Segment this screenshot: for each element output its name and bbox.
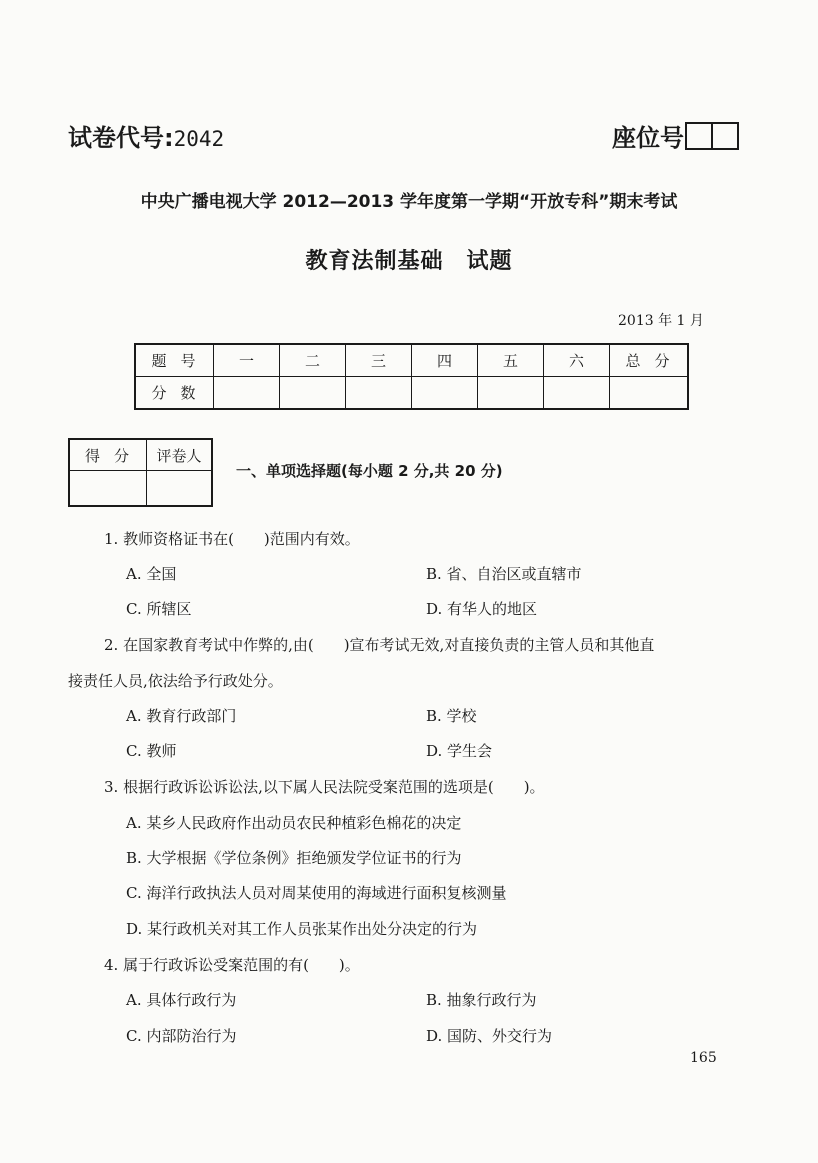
question-option: D. 学生会 (426, 742, 493, 760)
grader-input-row (69, 471, 212, 507)
question-option: B. 大学根据《学位条例》拒绝颁发学位证书的行为 (126, 849, 462, 867)
paper-code-number: 2042 (173, 127, 225, 151)
question-stem: 3. 根据行政诉讼诉讼法,以下属人民法院受案范围的选项是( )。 (104, 778, 545, 796)
question-option: C. 海洋行政执法人员对周某使用的海域进行面积复核测量 (126, 884, 507, 902)
seat-label: 座位号 (612, 124, 684, 152)
score-cell (610, 377, 689, 410)
exam-subtitle: 中央广播电视大学 2012—2013 学年度第一学期“开放专科”期末考试 (140, 192, 678, 212)
question-stem: 2. 在国家教育考试中作弊的,由( )宣布考试无效,对直接负责的主管人员和其他直 (104, 636, 655, 654)
score-header-cell: 三 (346, 344, 412, 377)
score-table-score-row (135, 377, 688, 410)
question-option: C. 教师 (126, 742, 177, 760)
score-cell (346, 377, 412, 410)
score-cell (478, 377, 544, 410)
seat-box (713, 122, 739, 150)
question-option: A. 具体行政行为 (126, 991, 237, 1009)
score-header-cell: 四 (412, 344, 478, 377)
question-option: C. 所辖区 (126, 600, 192, 618)
grader-score-cell (69, 471, 147, 507)
grader-score-label: 得分 (69, 439, 147, 471)
score-table (134, 343, 689, 410)
score-header-cell: 一 (214, 344, 280, 377)
question-option: B. 学校 (426, 707, 477, 725)
seat-box (685, 122, 713, 150)
page-number: 165 (690, 1050, 717, 1066)
score-header-cell: 二 (280, 344, 346, 377)
score-row-label: 分数 (135, 377, 214, 410)
exam-title: 教育法制基础 试题 (305, 249, 513, 274)
score-cell (544, 377, 610, 410)
question-option: C. 内部防治行为 (126, 1027, 237, 1045)
paper-code (68, 118, 224, 153)
section-title: 一、单项选择题(每小题 2 分,共 20 分) (236, 462, 503, 480)
question-option: D. 某行政机关对其工作人员张某作出处分决定的行为 (126, 920, 478, 938)
question-option: A. 教育行政部门 (126, 707, 237, 725)
score-cell (280, 377, 346, 410)
seat-boxes (685, 122, 739, 150)
question-option: A. 全国 (126, 565, 177, 583)
exam-date: 2013 年 1 月 (618, 313, 704, 329)
question-option: B. 省、自治区或直辖市 (426, 565, 582, 583)
grader-header-row (69, 439, 212, 471)
score-cell (214, 377, 280, 410)
seat-number (612, 118, 739, 153)
question-option: D. 有华人的地区 (426, 600, 538, 618)
question-option: D. 国防、外交行为 (426, 1027, 553, 1045)
score-header-cell: 五 (478, 344, 544, 377)
question-stem-continued: 接责任人员,依法给予行政处分。 (68, 672, 283, 690)
paper-code-label: 试卷代号: (68, 124, 174, 152)
grader-label: 评卷人 (147, 439, 213, 471)
score-cell (412, 377, 478, 410)
score-header-cell: 六 (544, 344, 610, 377)
score-header-cell: 题号 (135, 344, 214, 377)
question-stem: 4. 属于行政诉讼受案范围的有( )。 (104, 956, 360, 974)
grader-table (68, 438, 213, 507)
question-option: A. 某乡人民政府作出动员农民种植彩色棉花的决定 (126, 814, 462, 832)
question-stem: 1. 教师资格证书在( )范围内有效。 (104, 530, 360, 548)
score-table-header-row (135, 344, 688, 377)
grader-name-cell (147, 471, 213, 507)
score-header-cell: 总分 (610, 344, 689, 377)
question-option: B. 抽象行政行为 (426, 991, 537, 1009)
